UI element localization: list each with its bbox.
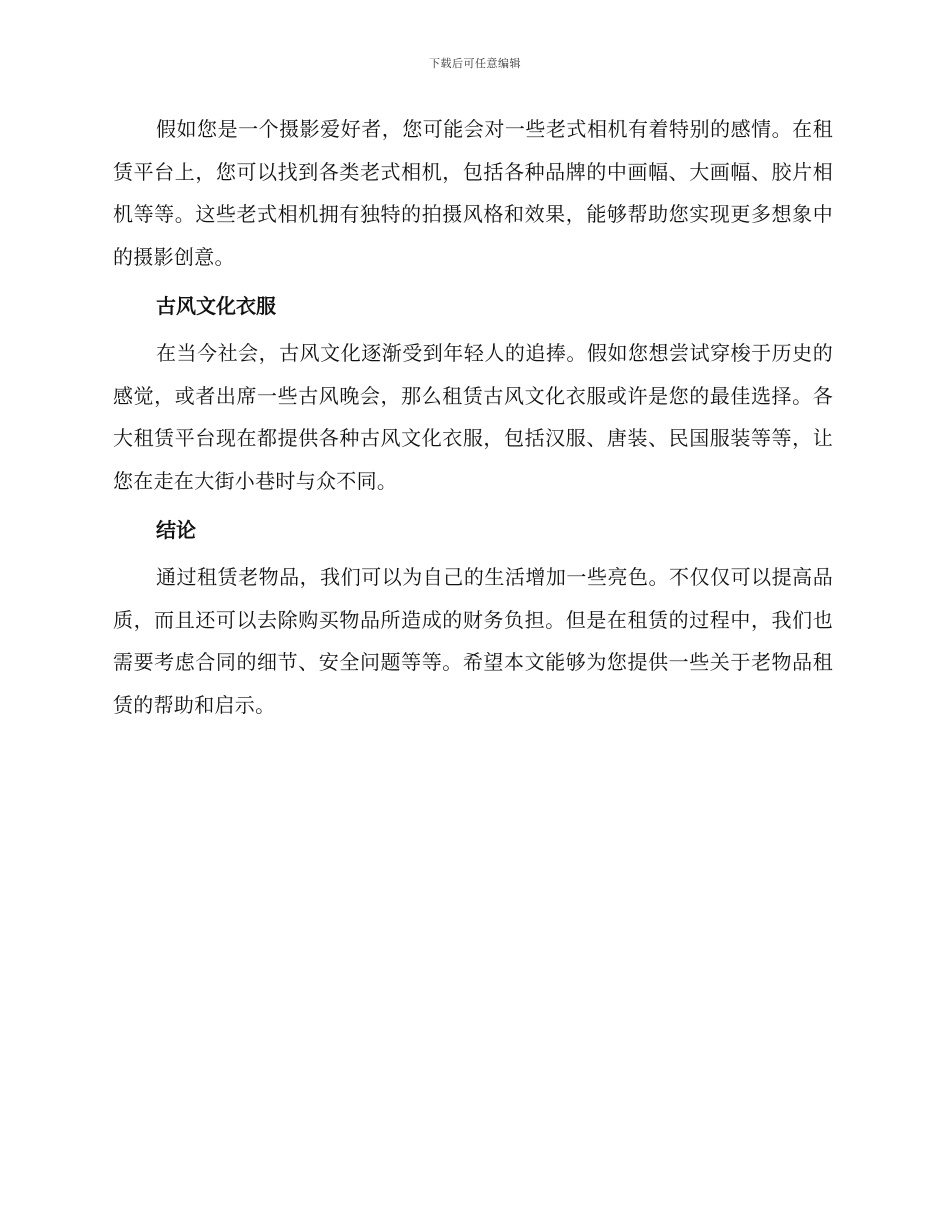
paragraph-camera: 假如您是一个摄影爱好者，您可能会对一些老式相机有着特别的感情。在租赁平台上，您可以找到各类老式相机，包括各种品牌的中画幅、大画幅、胶片相机等等。这些老式相机拥有独特的拍摄风格和效果，能够帮助您实现更多想象中的摄影创意。 [113,117,833,269]
page-header: 下载后可任意编辑 [429,57,521,70]
paragraph-conclusion: 通过租赁老物品，我们可以为自己的生活增加一些亮色。不仅仅可以提高品质，而且还可以去除购买物品所造成的财务负担。但是在租赁的过程中，我们也需要考虑合同的细节、安全问题等等。希望本文能够为您提供一些关于老物品租赁的帮助和启示。 [113,565,833,717]
heading-clothing: 古风文化衣服 [156,294,276,318]
paragraph-clothing: 在当今社会，古风文化逐渐受到年轻人的追捧。假如您想尝试穿梭于历史的感觉，或者出席一些古风晚会，那么租赁古风文化衣服或许是您的最佳选择。各大租赁平台现在都提供各种古风文化衣服，包括汉服、唐装、民国服装等等，让您在走在大街小巷时与众不同。 [113,341,833,493]
heading-conclusion: 结论 [156,518,196,542]
document-body [113,108,833,726]
